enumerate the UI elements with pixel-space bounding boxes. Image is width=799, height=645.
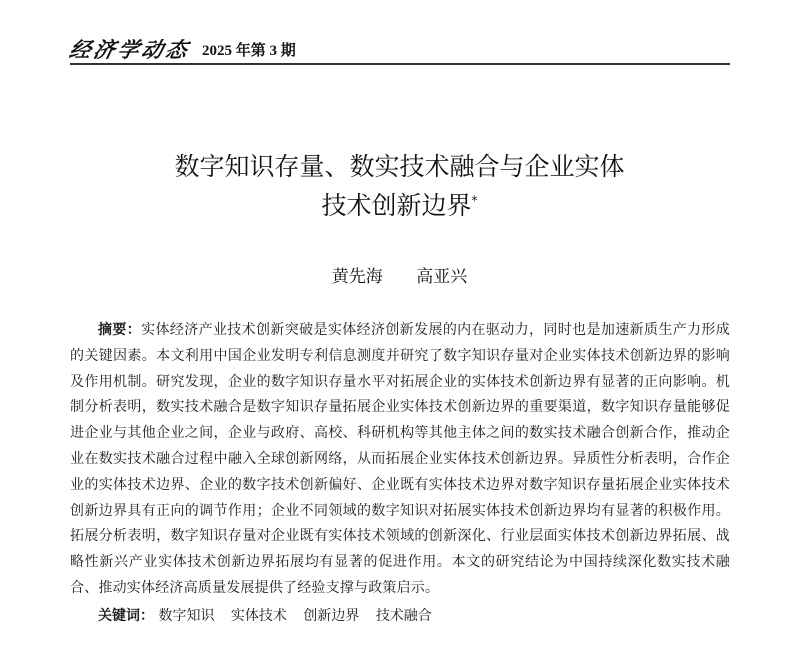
journal-header — [67, 34, 296, 64]
abstract-text: 实体经济产业技术创新突破是实体经济创新发展的内在驱动力，同时也是加速新质生产力形成的关键因素。本文利用中国企业发明专利信息测度并研究了数字知识存量对企业实体技术创新边界的影响及作用机制。研究发现，企业的数字知识存量水平对拓展企业的实体技术创新边界有显著的正向影响。机制分析表明，数实技术融合是数字知识存量拓展企业实体技术创新边界的重要渠道，数字知识存量能够促进企业与其他企业之间，企业与政府、高校、科研机构等其他主体之间的数实技术融合创新合作，推动企业在数实技术融合过程中融入全球创新网络，从而拓展企业实体技术创新边界。异质性分析表明，合作企业的实体技术边界、企业的数字技术创新偏好、企业既有实体技术边界对数字知识存量拓展企业实体技术创新边界具有正向的调节作用；企业不同领域的数字知识对拓展实体技术创新边界均有显著的积极作用。拓展分析表明，数字知识存量对企业既有实体技术领域的创新深化、行业层面实体技术创新边界拓展、战略性新兴产业实体技术创新边界拓展均有显著的促进作用。本文的研究结论为中国持续深化数实技术融合、推动实体经济高质量发展提供了经验支撑与政策启示。 — [70, 322, 730, 596]
title-footnote-mark[interactable]: * — [471, 193, 478, 208]
keyword-1: 数字知识 — [158, 608, 215, 624]
keyword-4: 技术融合 — [375, 608, 432, 624]
keyword-2: 实体技术 — [230, 608, 287, 624]
journal-logo: 经济学动态 — [67, 37, 193, 62]
abstract-label: 摘要： — [98, 322, 142, 338]
authors — [0, 262, 799, 287]
keyword-3: 创新边界 — [303, 608, 360, 624]
header-divider — [70, 63, 730, 65]
keywords — [98, 605, 444, 625]
issue-label: 2025 年第 3 期 — [202, 42, 296, 59]
keywords-label: 关键词： — [98, 608, 154, 624]
title-line-2 — [0, 186, 799, 225]
title-line-1: 数字知识存量、数实技术融合与企业实体 — [174, 152, 625, 181]
author-2: 高亚兴 — [416, 267, 468, 287]
paper-title — [0, 147, 799, 225]
abstract — [70, 318, 730, 602]
author-1: 黄先海 — [331, 267, 383, 287]
title-line-2-text: 技术创新边界 — [321, 191, 472, 220]
